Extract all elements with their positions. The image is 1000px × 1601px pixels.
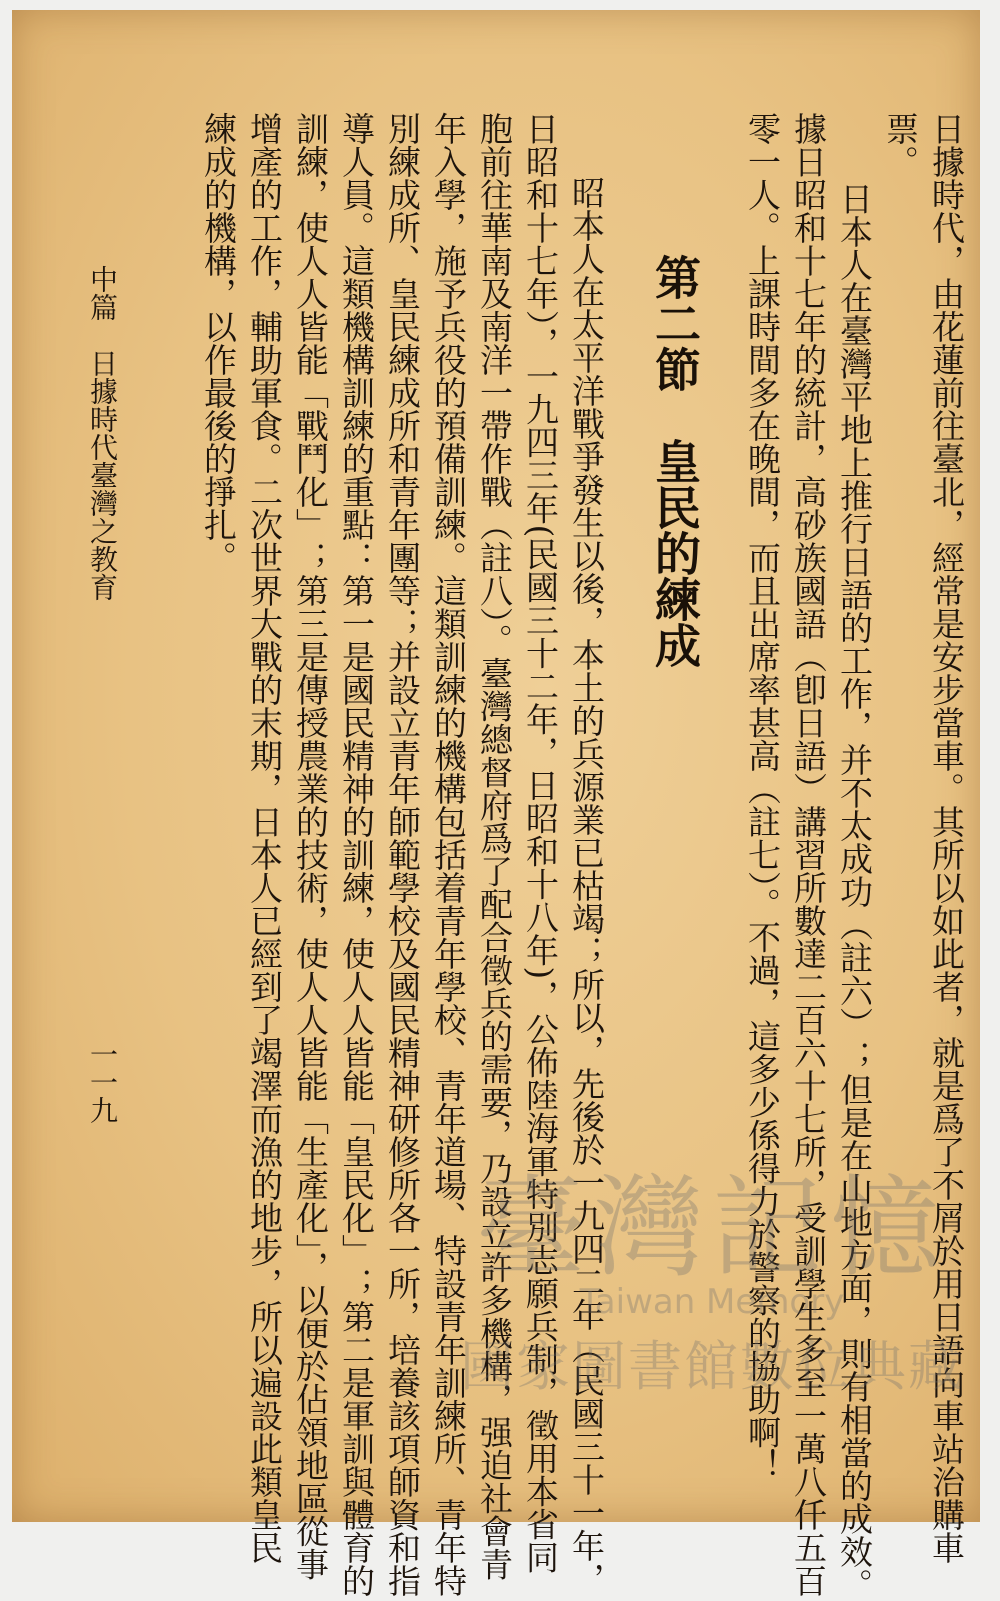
- text-line: 別練成所、皇民練成所和青年團等；并設立青年師範學校及國民精神研修所各一所，培養該項師資和指: [383, 112, 422, 1597]
- text-line: 導人員。這類機構訓練的重點：第一是國民精神的訓練，使人人皆能「皇民化」；第二是軍訓與體育的: [337, 112, 376, 1597]
- text-line: 票。: [881, 112, 920, 178]
- text-line: 胞前往華南及南洋一帶作戰（註八）。臺灣總督府爲了配合徵兵的需要，乃設立許多機構，强迫社會青: [475, 112, 514, 1581]
- text-line: 日本人在臺灣平地上推行日語的工作，并不太成功（註六）；但是在山地方面，則有相當的成效。: [835, 182, 874, 1601]
- watermark-english: Taiwan Memory: [579, 1282, 845, 1322]
- text-line: 據日昭和十七年的統計，高砂族國語（卽日語）講習所數達二百六十七所，受訓學生多至一萬八仟五百: [789, 112, 828, 1597]
- book-page: [12, 10, 980, 1601]
- watermark-library: 國家圖書館數位典藏: [460, 1335, 964, 1398]
- text-line: 日昭和十七年），一九四三年(民國三十二年，日昭和十八年)，公佈陸海軍特別志願兵制，徵用本省同: [521, 112, 560, 1574]
- text-line: 練成的機構，以作最後的掙扎。: [199, 112, 238, 574]
- text-line: 零一人。上課時間多在晚間，而且出席率甚高（註七）。不過，這多少係得力於警察的協助啊！: [743, 112, 782, 1482]
- text-line: 增產的工作，輔助軍食。二次世界大戰的末期，日本人已經到了竭澤而漁的地步，所以遍設此類皇民: [245, 112, 284, 1564]
- running-title: 中篇 日據時代臺灣之教育: [86, 265, 119, 601]
- section-heading: 第二節 皇民的練成: [648, 254, 702, 668]
- watermark-chinese: 臺灣記憶: [476, 1164, 948, 1292]
- text-line: 年入學，施予兵役的預備訓練。這類訓練的機構包括着青年學校、青年道場、特設青年訓練所、青年特: [429, 112, 468, 1597]
- text-line: 訓練，使人人皆能「戰鬥化」；第三是傳授農業的技術，使人人皆能「生產化」，以便於佔領地區從事: [291, 112, 330, 1581]
- text-line: 昭本人在太平洋戰爭發生以後，本土的兵源業已枯竭；所以，先後於一九四二年（民國三十一年，: [567, 176, 606, 1595]
- text-line: 日據時代，由花蓮前往臺北，經常是安步當車。其所以如此者，就是爲了不屑於用日語向車站治購車: [927, 112, 966, 1564]
- page-number: 一一九: [86, 1040, 119, 1124]
